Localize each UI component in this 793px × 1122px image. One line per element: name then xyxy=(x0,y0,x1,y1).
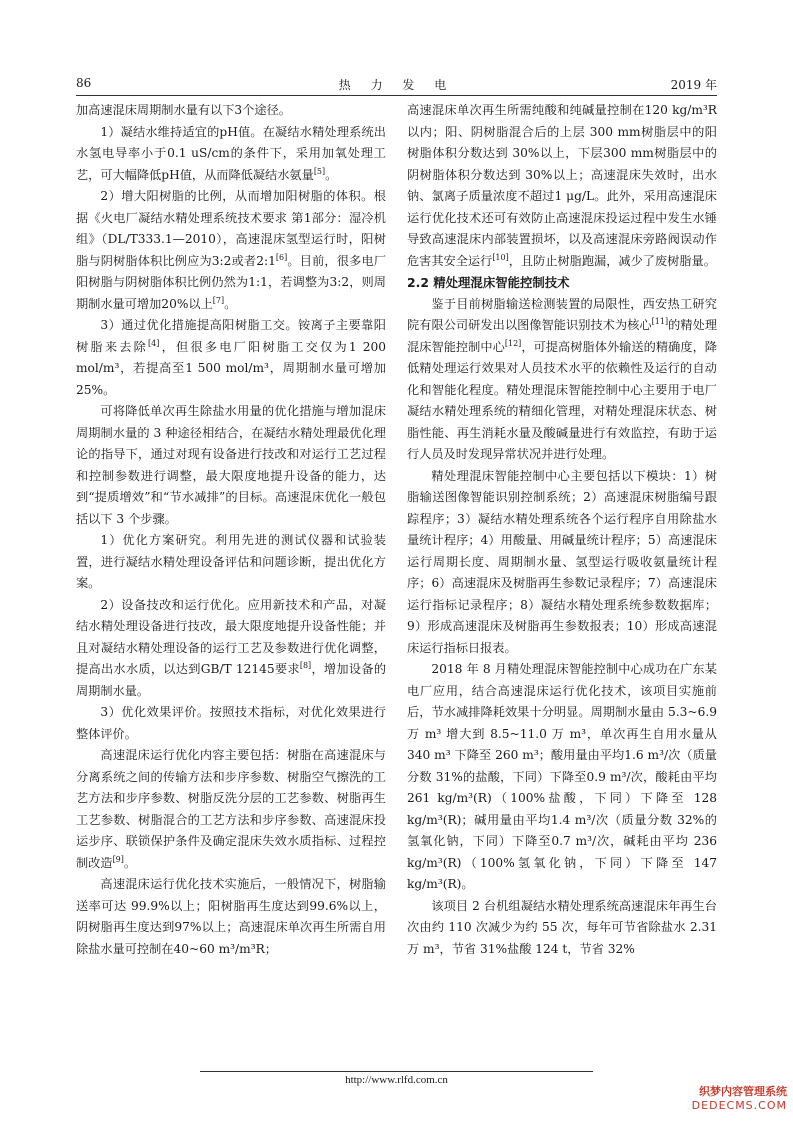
paragraph: 3）优化效果评价。按照技术指标，对优化效果进行整体评价。 xyxy=(76,705,386,741)
journal-title: 热 力 发 电 xyxy=(338,78,455,92)
footer-rule xyxy=(200,1071,593,1072)
paragraph: 该项目 2 台机组凝结水精处理系统高速混床年再生台次由约 110 次减少为约 55 次，每年可节省除盐水 2.31 万 m³，节省 31%盐酸 124 t，节省 32% xyxy=(407,898,717,956)
watermark-line1: 织梦内容管理系统 xyxy=(699,1085,787,1098)
paragraph: 可将降低单次再生除盐水用量的优化措施与增加混床周期制水量的 3 种途径相结合，在凝结水精处理最优化理论的指导下，通过对现有设备进行技改和对运行工艺过程和控制参数进行调整，最大限度地提升设备的能力，达到“提质增效”和“节水减排”的目标。高速混床优化一般包括以下 3 个步骤。 xyxy=(76,404,386,526)
paragraph: 1）优化方案研究。利用先进的测试仪器和试验装置，进行凝结水精处理设备评估和问题诊断，提出优化方案。 xyxy=(76,533,386,590)
footer-url: http://www.rlfd.com.cn xyxy=(345,1074,448,1086)
paragraph: 高速混床运行优化内容主要包括：树脂在高速混床与分离系统之间的传输方法和步序参数、树脂空气擦洗的工艺方法和步序参数、树脂反洗分层的工艺参数、树脂再生工艺参数、树脂混合的工艺方法和步序参数、高速混床投运步序、联锁保护条件及确定混床失效水质指标、过程控制改造[9]。 xyxy=(76,748,386,870)
page-header xyxy=(76,76,717,94)
header-rule xyxy=(76,95,717,96)
paragraph: 高速混床单次再生所需纯酸和纯碱量控制在120 kg/m³R 以内；阳、阴树脂混合后的上层 300 mm树脂层中的阳树脂体积分数达到 30%以上，下层300 mm树脂层中的阴树脂体积分数达到 30%以上；高速混床失效时，出水钠、氯离子质量浓度不超过1 μg/L。此外，采用高速混床运行优化技术还可有效防止高速混床投运过程中发生水锤导致高速混床内部装置损坏，以及高速混床旁路阀误动作危害其安全运行[10]，且防止树脂跑漏，减少了废树脂量。 xyxy=(407,103,717,268)
paragraph: 2）增大阳树脂的比例，从而增加阳树脂的体积。根据《火电厂凝结水精处理系统技术要求 第1部分：湿冷机组》（DL/T333.1—2010），高速混床氢型运行时，阳树脂与阴树脂体积比例应为3:2或者2:1[6]。目前，很多电厂阳树脂与阴树脂体积比例仍然为1:1，若调整为3:2，则周期制水量可增加20%以上[7]。 xyxy=(76,189,387,311)
paragraph: 3）通过优化措施提高阳树脂工交。铵离子主要靠阳树脂来去除[4]，但很多电厂阳树脂工交仅为1 200 mol/m³，若提高至1 500 mol/m³，周期制水量可增加25%。 xyxy=(76,318,387,397)
left-column xyxy=(76,100,386,960)
watermark xyxy=(675,1085,787,1113)
watermark-line2: DEDECMS.COM xyxy=(691,1099,787,1112)
section-heading: 2.2 精处理混床智能控制技术 xyxy=(407,275,570,290)
paragraph: 2）设备技改和运行优化。应用新技术和产品，对凝结水精处理设备进行技改，最大限度地提升设备性能；并且对凝结水精处理设备的运行工艺及参数进行优化调整，提高出水水质，以达到GB/T 12145要求[8]，增加设备的周期制水量。 xyxy=(76,597,387,698)
page-number: 86 xyxy=(76,76,92,90)
paragraph: 鉴于目前树脂输送检测装置的局限性，西安热工研究院有限公司研发出以图像智能识别技术为核心[11]的精处理混床智能控制中心[12]，可提高树脂体外输送的精确度，降低精处理运行效果对人员技术水平的依赖性及运行的自动化和智能化程度。精处理混床智能控制中心主要用于电厂凝结水精处理系统的精细化管理，对精处理混床状态、树脂性能、再生消耗水量及酸碱量进行有效监控，有助于运行人员及时发现异常状况并进行处理。 xyxy=(407,296,718,461)
journal-year: 2019 年 xyxy=(670,78,717,92)
paragraph: 精处理混床智能控制中心主要包括以下模块：1）树脂输送图像智能识别控制系统；2）高速混床树脂编号跟踪程序；3）凝结水精处理系统各个运行程序自用除盐水量统计程序；4）用酸量、用碱量统计程序；5）高速混床运行周期长度、周期制水量、氢型运行吸收氨量统计程序；6）高速混床及树脂再生参数记录程序；7）高速混床运行指标记录程序；8）凝结水精处理系统参数数据库；9）形成高速混床及树脂再生参数报表；10）形成高速混床运行指标日报表。 xyxy=(407,468,717,655)
paragraph: 2018 年 8 月精处理混床智能控制中心成功在广东某电厂应用，结合高速混床运行优化技术，该项目实施前后，节水减排降耗效果十分明显。周期制水量由 5.3~6.9 万 m³ 增大到 8.5~11.0 万 m³，单次再生自用水量从 340 m³ 下降至 260 m³；酸用量由平均1.6 m³/次（质量分数 31%的盐酸，下同）下降至0.9 m³/次，酸耗由平均 261 kg/m³(R)（100%盐酸，下同）下降至 128 kg/m³(R)；碱用量由平均1.4 m³/次（质量分数 32%的氢氧化钠，下同）下降至0.7 m³/次，碱耗由平均 236 kg/m³(R)（100%氢氧化钠，下同）下降至 147 kg/m³(R)。 xyxy=(407,662,717,891)
paragraph: 1）凝结水维持适宜的pH值。在凝结水精处理系统出水氢电导率小于0.1 uS/cm的条件下，采用加氧处理工艺，可大幅降低pH值，从而降低凝结水氨量[5]。 xyxy=(76,124,386,182)
paragraph: 高速混床运行优化技术实施后，一般情况下，树脂输送率可达 99.9%以上；阳树脂再生度达到99.6%以上，阴树脂再生度达到97%以上；高速混床单次再生所需自用除盐水量可控制在40~60 m³/m³R； xyxy=(76,877,386,956)
right-column xyxy=(407,100,717,960)
paragraph: 加高速混床周期制水量有以下3个途径。 xyxy=(76,103,291,117)
